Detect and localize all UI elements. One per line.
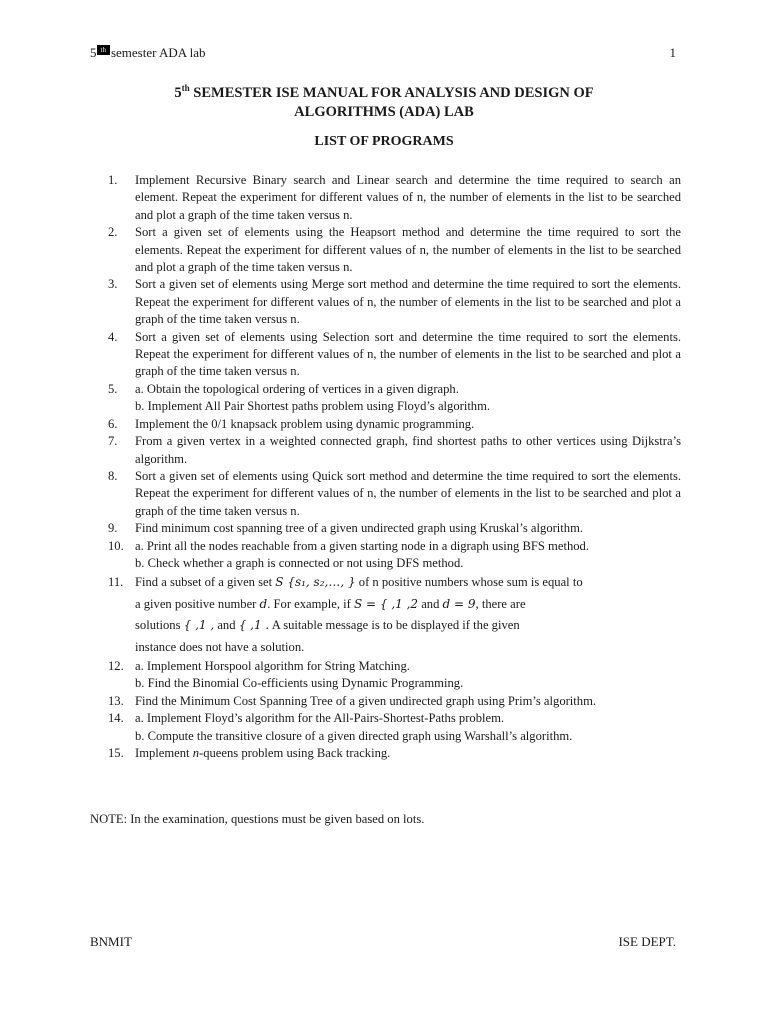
header-title: 5 th semester ADA lab bbox=[90, 45, 206, 60]
item-11-line-1: Find a subset of a given set S {s₁, s₂,…, } of n positive numbers whose sum is equal to bbox=[135, 575, 583, 590]
program-part-b: b. Check whether a graph is connected or not using DFS method. bbox=[135, 555, 464, 570]
program-part-a: a. Implement Floyd’s algorithm for the All-Pairs-Shortest-Paths problem. bbox=[135, 711, 505, 726]
program-item: 3. Sort a given set of elements using Merge sort method and determine the time required to sort the elements. Repeat the experiment for different values of n, the number of elements in the list to be searched and plot a graph of the time taken versus n. bbox=[108, 277, 681, 327]
program-item: 9. Find minimum cost spanning tree of a given undirected graph using Kruskal’s algorithm. bbox=[108, 521, 584, 536]
program-item: 12. a. Implement Horspool algorithm for String Matching. b. Find the Binomial Co-efficients using Dynamic Programming. bbox=[108, 658, 681, 693]
title-line-2: ALGORITHMS (ADA) LAB bbox=[294, 103, 474, 120]
program-item: 14. a. Implement Floyd’s algorithm for the All-Pairs-Shortest-Paths problem. b. Compute the transitive closure of a given directed graph using Warshall’s algorithm. bbox=[108, 710, 681, 745]
program-part-a: a. Obtain the topological ordering of vertices in a given digraph. bbox=[135, 381, 459, 396]
program-item: 11. Find a subset of a given set S {s₁, s₂,…, } of n positive numbers whose sum is equal to a given positive number d. For example, if S = { ,1 ,2 and d = 9, there are solutions { ,1 , and { ,1 . A suitable message is to be displayed if the given instance does not have a solution. bbox=[108, 572, 681, 658]
document-title bbox=[90, 79, 678, 122]
item-11-line-3: solutions { ,1 , and { ,1 . A suitable message is to be displayed if the given bbox=[135, 618, 520, 633]
solution-1: { ,1 , bbox=[183, 618, 215, 633]
item-11-line-4: instance does not have a solution. bbox=[135, 639, 305, 654]
program-item: 10. a. Print all the nodes reachable from a given starting node in a digraph using BFS method. b. Check whether a graph is connected or not using DFS method. bbox=[108, 538, 681, 573]
set-example: S = { ,1 ,2 bbox=[353, 596, 419, 611]
program-item: 4. Sort a given set of elements using Selection sort and determine the time required to sort the elements. Repeat the experiment for different values of n, the number of elements in the list to be searched and plot a graph of the time taken versus n. bbox=[108, 329, 681, 379]
program-item: 1. Implement Recursive Binary search and Linear search and determine the time required to search an element. Repeat the experiment for different values of n, the number of elements in the list to be searched and plot a graph of the time taken versus n. bbox=[108, 173, 681, 222]
program-item: 5. a. Obtain the topological ordering of vertices in a given digraph. b. Implement All Pair Shortest paths problem using Floyd’s algorithm. bbox=[108, 381, 681, 416]
exam-note: NOTE: In the examination, questions must be given based on lots. bbox=[90, 812, 425, 826]
footer-institution: BNMIT bbox=[90, 934, 132, 949]
set-expression: S {s₁, s₂,…, } bbox=[275, 575, 356, 590]
program-list bbox=[108, 172, 681, 762]
program-part-a: a. Implement Horspool algorithm for String Matching. bbox=[135, 658, 410, 673]
program-part-b: b. Find the Binomial Co-efficients using Dynamic Programming. bbox=[135, 676, 464, 691]
program-item: 7. From a given vertex in a weighted connected graph, find shortest paths to other vertices using Dijkstra’s algorithm. bbox=[108, 434, 681, 466]
page-header bbox=[90, 45, 676, 63]
footer-department: ISE DEPT. bbox=[618, 934, 676, 949]
title-line-1: 5th SEMESTER ISE MANUAL FOR ANALYSIS AND DESIGN OF bbox=[174, 83, 594, 101]
header-superscript: th bbox=[97, 45, 110, 55]
item-11-line-2: a given positive number d. For example, if S = { ,1 ,2 and d = 9, there are bbox=[135, 596, 526, 611]
program-item: 15. Implement n-queens problem using Back tracking. bbox=[108, 746, 391, 760]
program-item: 13. Find the Minimum Cost Spanning Tree of a given undirected graph using Prim’s algorithm. bbox=[108, 693, 597, 708]
program-part-a: a. Print all the nodes reachable from a given starting node in a digraph using BFS method. bbox=[135, 538, 589, 553]
program-item: 2. Sort a given set of elements using the Heapsort method and determine the time required to sort the elements. Repeat the experiment for different values of n, the number of elements in the list to be searched and plot a graph of the time taken versus n. bbox=[108, 225, 681, 275]
program-part-b: b. Implement All Pair Shortest paths problem using Floyd’s algorithm. bbox=[135, 399, 491, 414]
solution-2: { ,1 . bbox=[238, 618, 270, 633]
program-part-b: b. Compute the transitive closure of a given directed graph using Warshall’s algorithm. bbox=[135, 728, 573, 743]
page-number: 1 bbox=[669, 45, 676, 60]
program-item: 8. Sort a given set of elements using Quick sort method and determine the time required to sort the elements. Repeat the experiment for different values of n, the number of elements in the list to be searched and plot a graph of the time taken versus n. bbox=[108, 468, 681, 518]
program-item: 6. Implement the 0/1 knapsack problem using dynamic programming. bbox=[108, 416, 475, 431]
d-example: d = 9 bbox=[442, 596, 476, 611]
section-heading: LIST OF PROGRAMS bbox=[314, 134, 454, 149]
